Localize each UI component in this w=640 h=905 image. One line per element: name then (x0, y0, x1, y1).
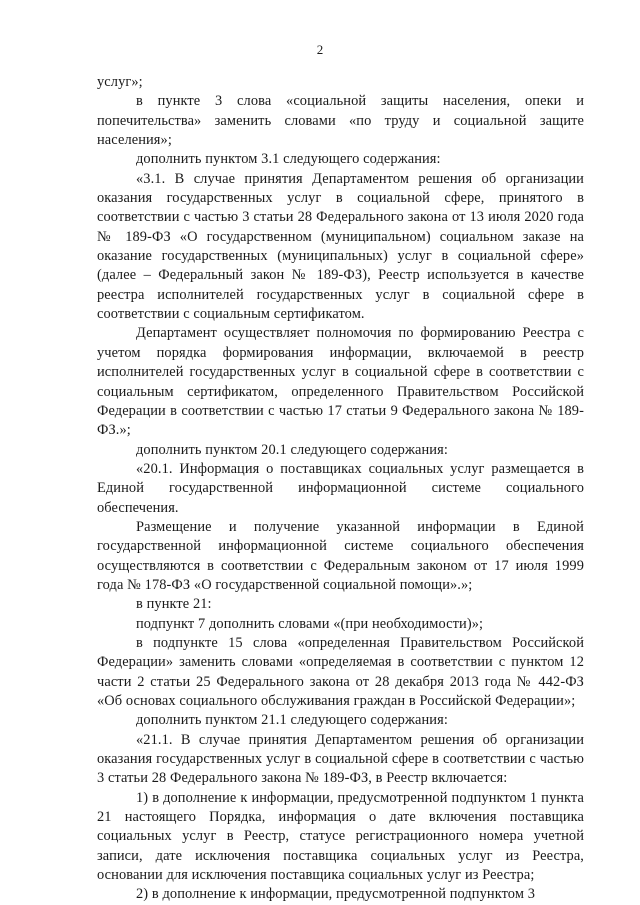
paragraph: дополнить пунктом 3.1 следующего содержания: (136, 151, 441, 168)
paragraph: 1) в дополнение к информации, предусмотренной подпунктом 1 пункта 21 настоящего Порядка, информация о дате включения поставщика социальных услуг в Реестр, статусе регистрационного номера учетной записи, дате исключения поставщика социальных услуг из Реестра, основании для исключения поставщика социальных услуг из Реестра; (97, 789, 584, 884)
paragraph: «20.1. Информация о поставщиках социальных услуг размещается в Единой государственной информационной системе социального обеспечения. (97, 460, 584, 516)
paragraph: Департамент осуществляет полномочия по формированию Реестра с учетом порядка формирования информации, включаемой в реестр исполнителей государственных услуг в социальной сфере в соответствии с социальным сертификатом, определенного Правительством Российской Федерации в соответствии с частью 17 статьи 9 Федерального закона № 189-ФЗ.»; (97, 325, 584, 439)
paragraph: «21.1. В случае принятия Департаментом решения об организации оказания государственных услуг в социальной сфере в соответствии с частью 3 статьи 28 Федерального закона № 189-ФЗ, в Реестр включается: (97, 731, 584, 787)
paragraph: 2) в дополнение к информации, предусмотренной подпунктом 3 (136, 886, 536, 903)
paragraph: услуг»; (97, 74, 143, 90)
paragraph: в пункте 3 слова «социальной защиты населения, опеки и попечительства» заменить словами «по труду и социальной защите населения»; (97, 93, 584, 149)
paragraph: в пункте 21: (136, 596, 212, 613)
document-body (97, 73, 584, 905)
paragraph: дополнить пунктом 21.1 следующего содержания: (136, 712, 448, 729)
paragraph: дополнить пунктом 20.1 следующего содержания: (136, 441, 448, 458)
paragraph: Размещение и получение указанной информации в Единой государственной информационной системе социального обеспечения осуществляются в соответствии с Федеральным законом от 17 июля 1999 года № 178-ФЗ «О государственной социальной помощи».»; (97, 518, 584, 593)
paragraph: подпункт 7 дополнить словами «(при необходимости)»; (136, 615, 484, 632)
paragraph: «3.1. В случае принятия Департаментом решения об организации оказания государственных услуг в социальной сфере, принятого в соответствии с частью 3 статьи 28 Федерального закона от 13 июля 2020 года № 189-ФЗ «О государственном (муниципальном) социальном заказе на оказание государственных (муниципальных) услуг в социальной сфере» (далее – Федеральный закон № 189-ФЗ), Реестр используется в качестве реестра исполнителей государственных услуг в социальной сфере в соответствии с социальным сертификатом. (97, 170, 584, 323)
page-number: 2 (316, 42, 324, 57)
paragraph: в подпункте 15 слова «определенная Правительством Российской Федерации» заменить словами «определяемая в соответствии с пунктом 12 части 2 статьи 25 Федерального закона от 28 декабря 2013 года № 442-ФЗ «Об основах социального обслуживания граждан в Российской Федерации»; (97, 634, 584, 709)
